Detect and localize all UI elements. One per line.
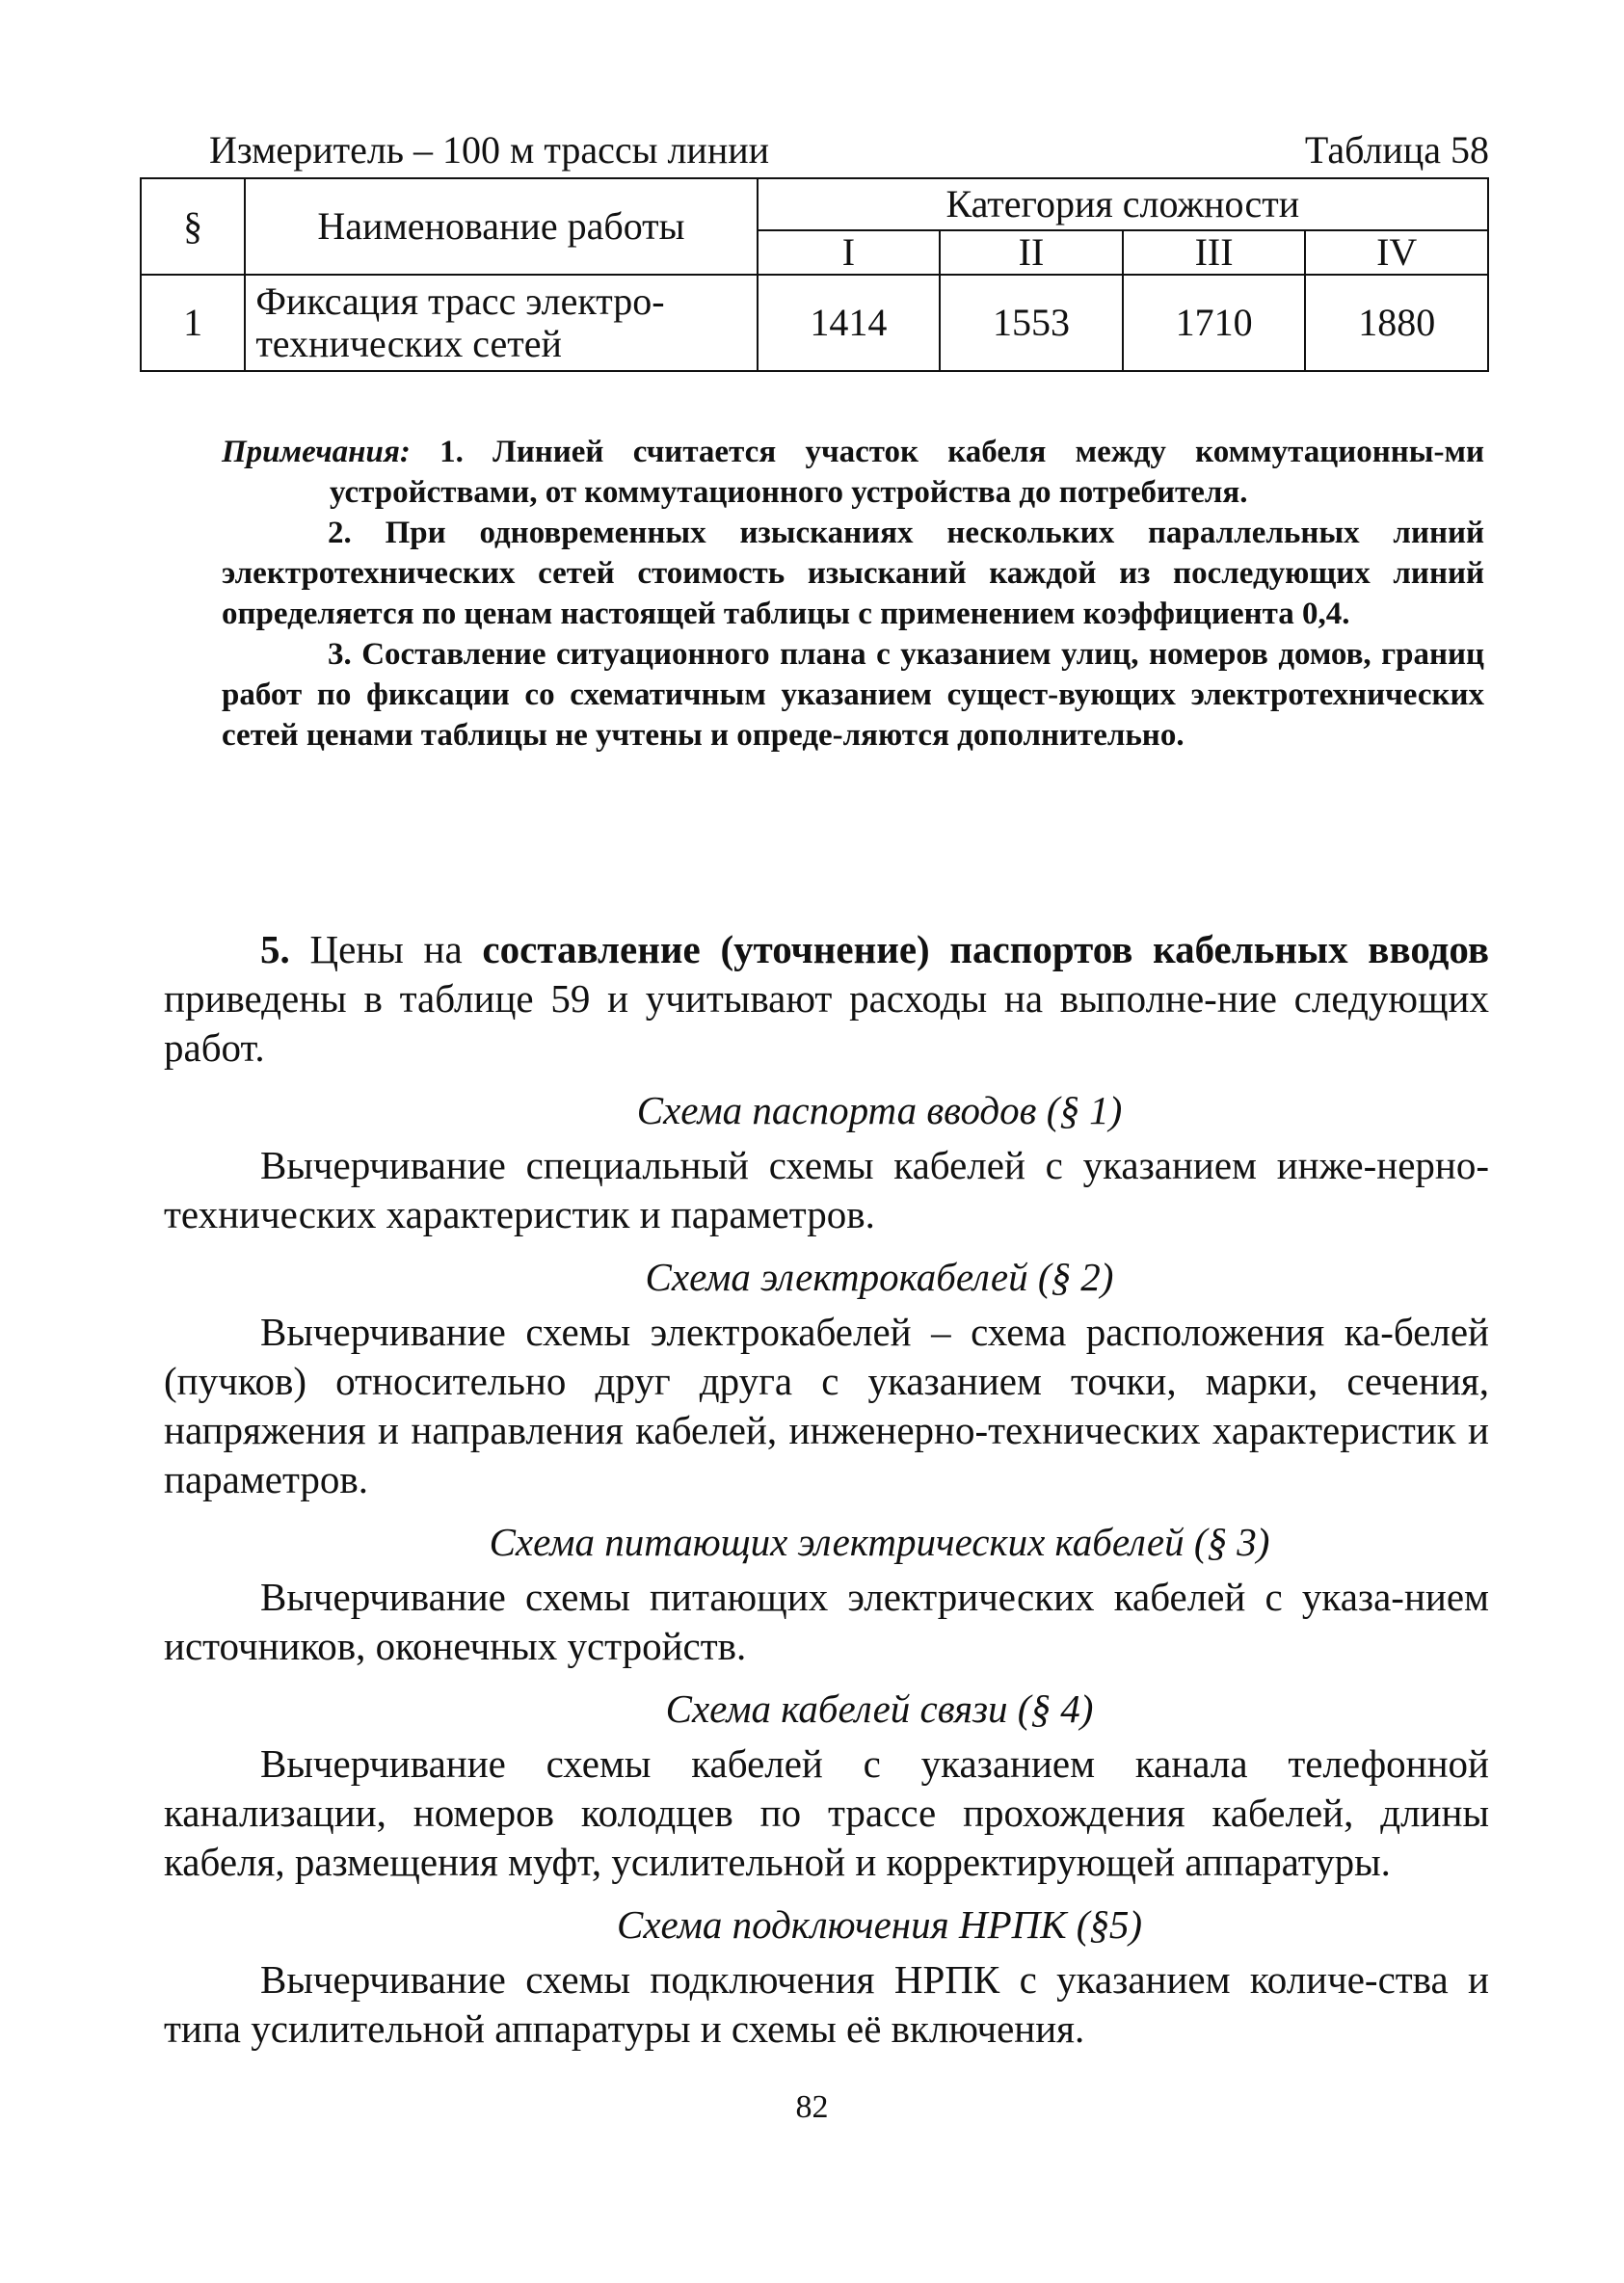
prices-table bbox=[140, 177, 1489, 372]
table-measure: Измеритель – 100 м трассы линии bbox=[209, 128, 770, 172]
note-1-text: 1. Линией считается участок кабеля между коммутационны-ми устройствами, от коммутационного устройства до потребителя. bbox=[330, 435, 1485, 510]
row-paragraph: 1 bbox=[141, 275, 245, 371]
section-5-paragraph bbox=[164, 925, 1489, 1073]
row-value-1: 1414 bbox=[758, 275, 941, 371]
scheme-3-heading: Схема питающих электрических кабелей (§ 3) bbox=[489, 1520, 1270, 1564]
header-category-1: I bbox=[758, 230, 941, 275]
row-value-3: 1710 bbox=[1123, 275, 1306, 371]
note-2: 2. При одновременных изысканиях нескольких параллельных линий электротехнических сетей стоимость изысканий каждой из последующих линий определяется по ценам настоящей таблицы с применением коэффициента 0,4. bbox=[222, 516, 1484, 631]
header-paragraph: § bbox=[141, 178, 245, 275]
scheme-1-text: Вычерчивание специальный схемы кабелей с указанием инже-нерно-технических характеристик и параметров. bbox=[164, 1143, 1489, 1236]
notes-label: Примечания: bbox=[222, 435, 411, 469]
section-5-bold: составление (уточнение) паспортов кабельных вводов bbox=[482, 927, 1489, 971]
row-work-name: Фиксация трасс электро-технических сетей bbox=[245, 275, 757, 371]
header-category-group: Категория сложности bbox=[758, 178, 1488, 230]
section-5-pre: Цены на bbox=[289, 927, 483, 971]
header-category-4: IV bbox=[1305, 230, 1488, 275]
table-row bbox=[141, 275, 1488, 371]
section-5-number: 5. bbox=[260, 927, 290, 971]
scheme-5-text: Вычерчивание схемы подключения НРПК с указанием количе-ства и типа усилительной аппаратуры и схемы её включения. bbox=[164, 1957, 1489, 2051]
row-value-4: 1880 bbox=[1305, 275, 1488, 371]
scheme-5-heading: Схема подключения НРПК (§5) bbox=[616, 1902, 1143, 1947]
table-notes bbox=[222, 432, 1484, 756]
main-text bbox=[164, 925, 1489, 2054]
header-category-2: II bbox=[940, 230, 1123, 275]
scheme-2-heading: Схема электрокабелей (§ 2) bbox=[645, 1255, 1114, 1299]
note-1 bbox=[222, 432, 1484, 513]
header-category-3: III bbox=[1123, 230, 1306, 275]
row-value-2: 1553 bbox=[940, 275, 1123, 371]
scheme-4-heading: Схема кабелей связи (§ 4) bbox=[665, 1686, 1094, 1731]
header-work-name: Наименование работы bbox=[245, 178, 757, 275]
scheme-1-heading: Схема паспорта вводов (§ 1) bbox=[636, 1088, 1123, 1132]
table-label: Таблица 58 bbox=[1304, 128, 1489, 172]
section-5-post: приведены в таблице 59 и учитывают расходы на выполне-ние следующих работ. bbox=[164, 976, 1489, 1070]
scheme-3-text: Вычерчивание схемы питающих электрических кабелей с указа-нием источников, оконечных устройств. bbox=[164, 1575, 1489, 1668]
scheme-4-text: Вычерчивание схемы кабелей с указанием канала телефонной канализации, номеров колодцев по трассе прохождения кабелей, длины кабеля, размещения муфт, усилительной и корректирующей аппаратуры. bbox=[164, 1741, 1489, 1884]
page-number: 82 bbox=[795, 2089, 829, 2125]
note-3: 3. Составление ситуационного плана с указанием улиц, номеров домов, границ работ по фиксации со схематичным указанием сущест-вующих электротехнических сетей ценами таблицы не учтены и опреде-ляются дополнительно. bbox=[222, 637, 1484, 753]
scheme-2-text: Вычерчивание схемы электрокабелей – схема расположения ка-белей (пучков) относительно друг друга с указанием точки, марки, сечения, напряжения и направления кабелей, инженерно-технических характеристик и параметров. bbox=[164, 1310, 1489, 1501]
